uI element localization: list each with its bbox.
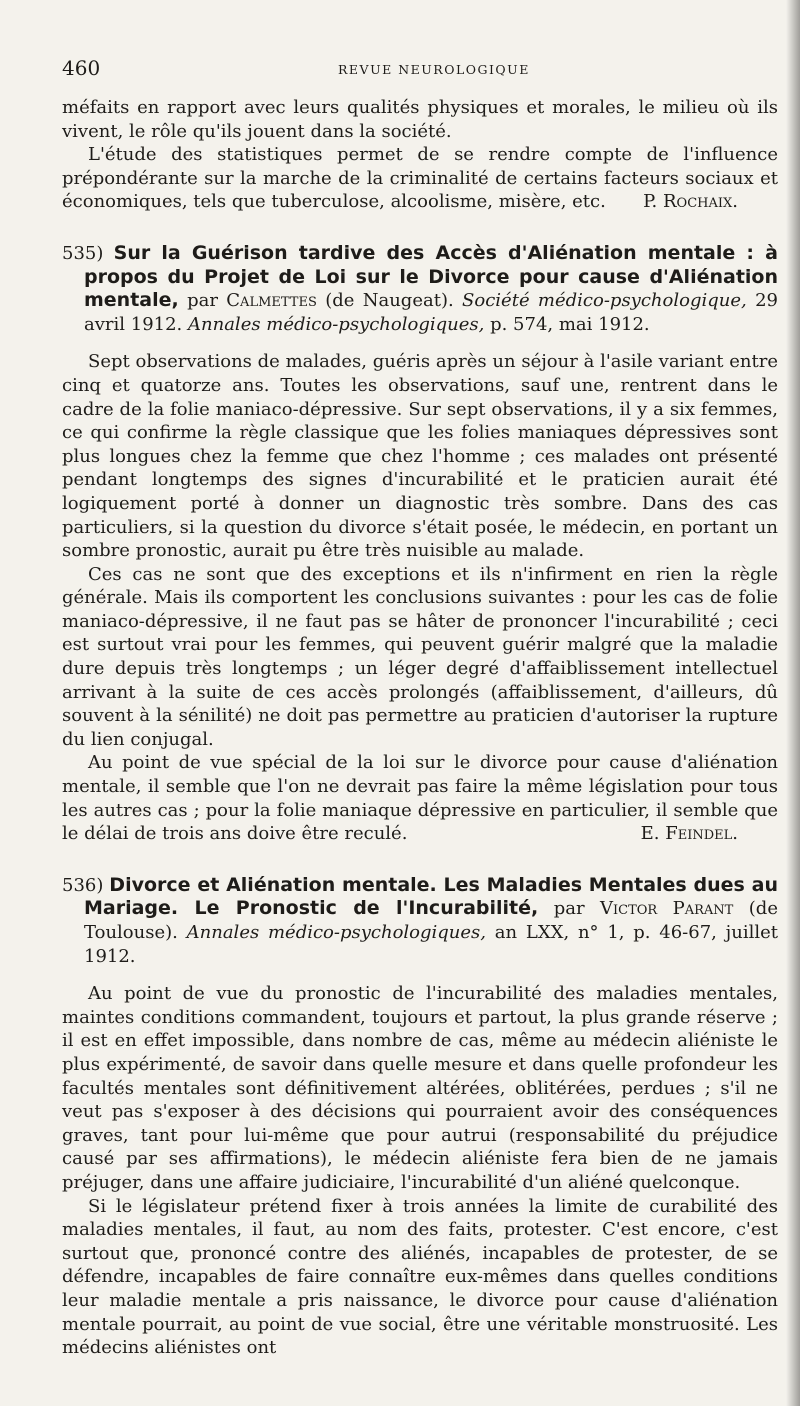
entry-536-title: Divorce et Aliénation mentale. Les Maladies Mentales dues au Mariage. Le Pronostic de l'Incurabilité, <box>84 873 778 920</box>
entry-535-author: Calmettes <box>226 290 317 312</box>
page-header <box>62 56 778 96</box>
entry-535 <box>62 242 778 846</box>
signature-feindel: E. Feindel. <box>640 823 738 845</box>
entry-536 <box>62 874 778 1360</box>
entry-535-body <box>62 350 778 845</box>
entry-535-paragraph-1: Sept observations de malades, guéris après un séjour à l'asile variant entre cinq et quatorze ans. Toutes les observations, sauf une, rentrent dans le cadre de la folie maniaco-dépressive. Sur sept observations, il y a six femmes, ce qui confirme la règle classique que les folies maniaques dépressives sont plus longues chez la femme que chez l'homme ; ces malades ont présenté pendant longtemps des signes d'incurabilité et le praticien aurait été logiquement porté à donner un diagnostic très sombre. Dans des cas particuliers, si la question du divorce s'était posée, le médecin, en portant un sombre pronostic, aurait pu être très nuisible au malade. <box>62 351 778 562</box>
intro-paragraph-2-text: L'étude des statistiques permet de se rendre compte de l'influence prépondérante sur la marche de la criminalité de certains facteurs sociaux et économiques, tels que tuberculose, alcoolisme, misère, etc. <box>62 144 778 213</box>
intro-paragraph-2 <box>62 143 778 214</box>
entry-535-paragraph-3 <box>62 751 778 845</box>
entry-536-journal: Annales médico-psychologiques, <box>186 922 487 943</box>
entry-536-body <box>62 982 778 1360</box>
entry-536-ref: an LXX, n° 1, p. 46-67, juillet 1912. <box>84 922 778 967</box>
entry-536-paragraph-1: Au point de vue du pronostic de l'incurabilité des maladies mentales, maintes conditions commandent, toujours et partout, la plus grande réserve ; il est en effet impossible, dans nombre de cas, même au médecin aliéniste le plus expérimenté, de savoir dans quelle mesure et dans quelle profondeur les facultés mentales sont définitivement altérées, oblitérées, perdues ; s'il ne veut pas s'exposer à des décisions qui pourraient avoir des conséquences graves, tant pour lui-même que pour autrui (responsabilité du préjudice causé par ses affirmations), le médecin aliéniste fera bien de ne jamais préjuger, dans une affaire judiciaire, l'incurabilité d'un aliéné quelconque. <box>62 983 778 1193</box>
entry-535-journal-1: Société médico-psychologique, <box>462 290 747 312</box>
entry-536-number: 536) <box>62 874 104 896</box>
entry-535-number: 535) <box>62 242 104 264</box>
page <box>62 56 778 1360</box>
entry-535-paragraph-3-text: Au point de vue spécial de la loi sur le divorce pour cause d'aliénation mentale, il semble que l'on ne devrait pas faire la même législation pour tous les autres cas ; pour la folie maniaque dépressive en particulier, il semble que le délai de trois ans doive être reculé. <box>62 752 778 845</box>
entry-536-par: par <box>553 898 585 920</box>
entry-535-title: Sur la Guérison tardive des Accès d'Aliénation mentale : à propos du Projet de Loi sur le Divorce pour cause d'Aliénation mentale, <box>84 241 778 312</box>
intro-paragraph-2-block <box>62 143 778 214</box>
entry-535-journal-2: Annales médico-psychologiques, <box>188 313 485 335</box>
entry-535-ref-2: p. 574, mai 1912. <box>490 313 650 335</box>
entry-535-par: par <box>187 290 218 312</box>
entry-536-paragraph-2: Si le législateur prétend fixer à trois années la limite de curabilité des maladies mentales, il faut, au nom des faits, protester. C'est encore, c'est surtout que, prononcé contre des aliénés, incapables de protester, de se défendre, incapables de faire connaître eux-mêmes dans quelles conditions leur maladie mentale a pris naissance, le divorce pour cause d'aliénation mentale pourrait, au point de vue social, être une véritable monstruosité. Les médecins aliénistes ont <box>62 1195 778 1359</box>
running-head: REVUE NEUROLOGIQUE <box>338 62 530 77</box>
entry-536-affiliation: (de Toulouse). <box>84 898 778 943</box>
signature-rochaix: P. Rochaix. <box>643 191 738 213</box>
entry-535-affiliation: (de Naugeat). <box>325 290 454 312</box>
entry-536-heading <box>62 874 778 968</box>
intro-paragraph-1: méfaits en rapport avec leurs qualités physiques et morales, le milieu où ils vivent, le rôle qu'ils jouent dans la société. <box>62 97 778 142</box>
entry-535-heading <box>62 242 778 336</box>
page-number: 460 <box>62 56 101 80</box>
entry-535-paragraph-2: Ces cas ne sont que des exceptions et ils n'infirment en rien la règle générale. Mais ils comportent les conclusions suivantes : pour les cas de folie maniaco-dépressive, il ne faut pas se hâter de prononcer l'incurabilité ; ceci est surtout vrai pour les femmes, qui peuvent guérir malgré que la maladie dure depuis très longtemps ; un léger degré d'affaiblissement intellectuel arrivant à la suite de ces accès prolongés (affaiblissement, d'ailleurs, dû souvent à la sénilité) ne doit pas permettre au praticien d'autoriser la rupture du lien conjugal. <box>62 563 778 750</box>
entry-535-date-1: 29 avril 1912. <box>84 290 778 335</box>
page-edge-shadow <box>786 0 800 1406</box>
entry-536-author: Victor Parant <box>599 898 734 920</box>
